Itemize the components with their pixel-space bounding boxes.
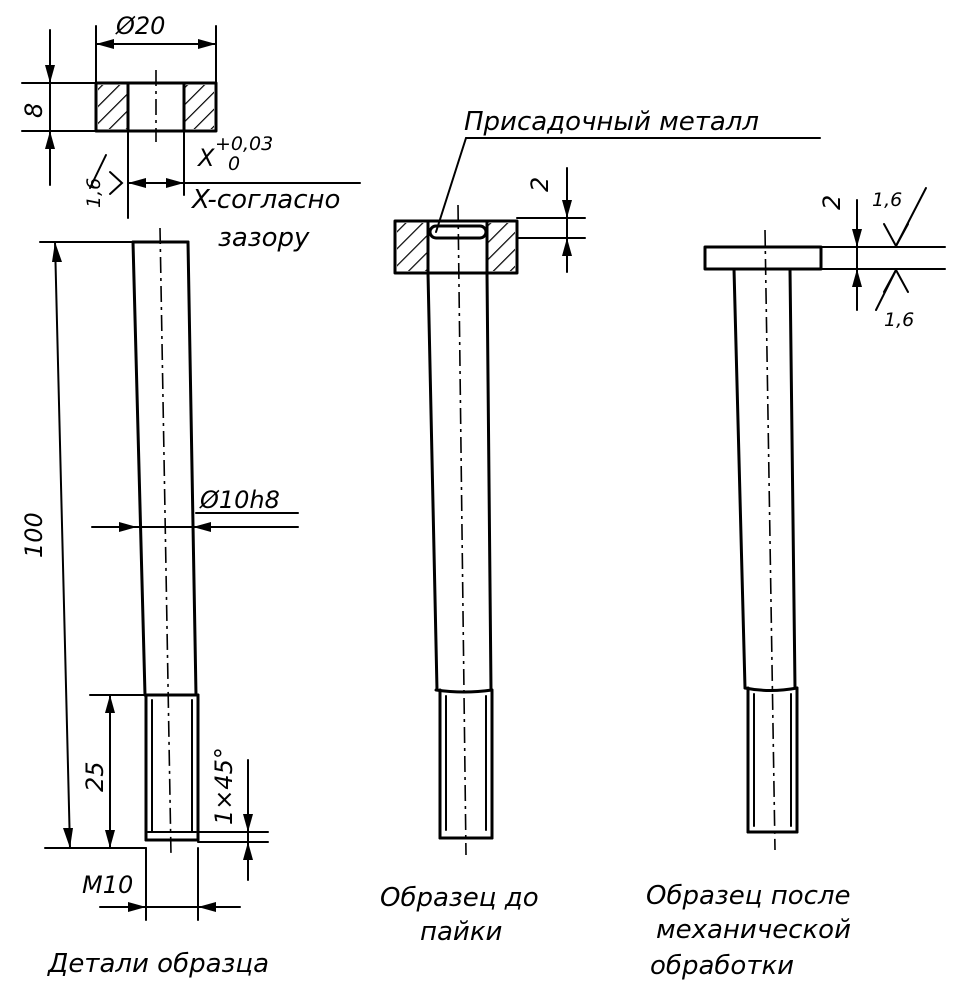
dim-tolerance-symbol: X [198, 144, 215, 172]
dim-diameter-ring: Ø20 [116, 12, 166, 40]
caption-mid-line1: Образец до [380, 883, 539, 913]
dim-gap-before: 2 [526, 176, 554, 192]
sample-after-machining [705, 188, 945, 850]
dim-diameter-rod: Ø10h8 [200, 486, 280, 514]
caption-left: Детали образца [48, 949, 269, 979]
dim-gap-after: 2 [818, 194, 846, 210]
caption-right-line1: Образец после [646, 881, 851, 911]
dim-roughness-ring: 1,6 [83, 177, 105, 208]
dim-roughness-bottom: 1,6 [884, 309, 915, 331]
rod-detail [40, 228, 298, 920]
dim-thread-length: 25 [81, 761, 109, 792]
dim-length-total: 100 [20, 512, 48, 558]
dim-tolerance-lower: 0 [228, 153, 241, 175]
dim-tolerance-upper: +0,03 [215, 133, 274, 155]
x-note-line1: X-согласно [192, 185, 341, 215]
x-note-line2: зазору [218, 223, 310, 253]
caption-right-line2: механической [656, 915, 851, 945]
dim-thread: M10 [82, 871, 134, 899]
dim-roughness-top: 1,6 [872, 189, 903, 211]
dim-chamfer: 1×45° [210, 747, 238, 825]
caption-mid-line2: пайки [420, 917, 503, 947]
label-filler-metal: Присадочный металл [464, 107, 760, 137]
caption-right-line3: обработки [650, 951, 795, 981]
dim-ring-height: 8 [20, 102, 48, 118]
